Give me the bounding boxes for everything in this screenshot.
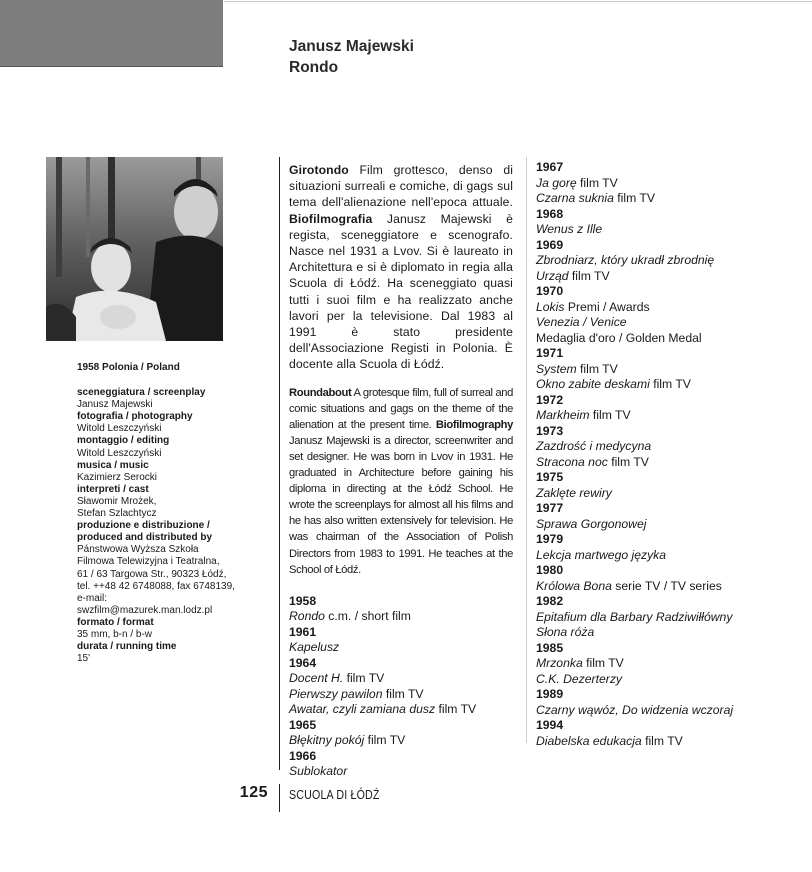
production-label: produzione e distribuzione / [77, 520, 210, 532]
filmography-entry [289, 671, 513, 687]
filmography-entry [536, 253, 798, 269]
cast-value: Stefan Szlachtycz [77, 508, 157, 520]
filmography-entry [289, 702, 513, 718]
filmography-year: 1985 [536, 640, 564, 655]
editing-value: Witold Leszczyński [77, 447, 162, 459]
editing-label: montaggio / editing [77, 435, 170, 447]
filmography-entry [536, 362, 798, 378]
film-title: Okno zabite deskami [536, 377, 650, 391]
film-title: Słona róża [536, 625, 595, 639]
middle-column [289, 162, 513, 780]
synopsis-italian [289, 162, 513, 373]
filmography-entry [536, 300, 798, 316]
header-grey-block [0, 0, 223, 67]
film-title: Lekcja martwego języka [536, 547, 667, 562]
synopsis-en-lead: Roundabout [289, 386, 352, 399]
filmography-year: 1979 [536, 532, 564, 546]
filmography-year: 1971 [536, 346, 564, 360]
film-title: Epitafium dla Barbary Radziwiłłówny [536, 609, 733, 624]
right-column [528, 160, 798, 749]
film-note: serie TV / TV series [611, 578, 722, 593]
production-line: 61 / 63 Targowa Str., 90323 Łódź, [77, 568, 227, 580]
footer-school-name: SCUOLA DI ŁÓDŹ [289, 787, 380, 802]
photography-value: Witold Leszczyński [77, 423, 162, 435]
filmography-entry [536, 734, 798, 750]
filmography-year: 1965 [289, 717, 317, 732]
film-title: Kapelusz [289, 640, 340, 655]
filmography-list-mid [289, 594, 513, 780]
film-title: Urząd [536, 268, 569, 283]
filmography-year: 1958 [289, 593, 317, 608]
film-title: Markheim [536, 408, 590, 422]
filmography-entry [289, 640, 513, 656]
production-line: e-mail: [77, 592, 108, 604]
filmography-entry [536, 656, 798, 672]
film-title: Awatar, czyli zamiana dusz [289, 702, 436, 717]
credits-block [77, 362, 252, 665]
film-title: Docent H. [289, 671, 344, 686]
film-title: Venezia / Venice [536, 315, 627, 329]
bio-en-lead: Biofilmography [435, 418, 513, 431]
synopsis-english [289, 385, 513, 578]
format-value: 35 mm, b-n / b-w [77, 628, 153, 640]
film-title: Czarna suknia [536, 191, 614, 205]
film-note: film TV [364, 733, 406, 748]
filmography-year: 1964 [289, 655, 317, 670]
filmography-year: 1989 [536, 687, 564, 701]
production-line: tel. ++48 42 6748088, fax 6748139, [77, 580, 235, 592]
filmography-year: 1961 [289, 624, 317, 639]
director-name: Janusz Majewski [289, 38, 414, 55]
film-note: film TV [435, 702, 477, 717]
filmography-entry [536, 439, 798, 455]
film-note: film TV [589, 408, 631, 422]
production-line: Filmowa Telewizyjna i Teatralna, [77, 556, 220, 568]
film-still-photo [46, 157, 223, 341]
filmography-year: 1973 [536, 423, 564, 438]
synopsis-en-text: A grotesque film, full of surreal and comic situations and gags on the theme of the alienation at the present time. [289, 386, 513, 431]
film-note: film TV [568, 268, 610, 283]
film-title: Diabelska edukacja [536, 733, 642, 748]
film-title: Rondo [289, 59, 339, 76]
film-note: Premi / Awards [564, 299, 650, 314]
music-label: musica / music [77, 459, 149, 471]
filmography-entry [536, 408, 798, 424]
filmography-entry [536, 610, 798, 626]
filmography-entry [536, 315, 798, 331]
film-note: film TV [576, 175, 618, 190]
film-note: film TV [343, 671, 385, 686]
filmography-list-right [528, 160, 798, 749]
filmography-year: 1969 [536, 237, 564, 252]
filmography-entry [536, 222, 798, 238]
film-title: Zbrodniarz, który ukradł zbrodnię [536, 253, 715, 267]
film-title: Czarny wąwóz, Do widzenia wczoraj [536, 702, 734, 717]
bio-en-text: Janusz Majewski is a director, screenwriter and set designer. He was born in Lvov in 1931. He graduated in Architecture before gaining his diploma in directing at the Łódź School. He wrote the screenplays for almost all his films and he has also written extensively for television. He was chairman of the Association of Polish Directors from 1983 to 1991. He teaches at the School of Łódź. [289, 434, 513, 576]
film-note: film TV [576, 361, 618, 376]
film-title: Zazdrość i medycyna [536, 439, 652, 453]
screenplay-value: Janusz Majewski [77, 399, 153, 411]
film-title: C.K. Dezerterzy [536, 671, 623, 686]
duration-label: durata / running time [77, 641, 177, 653]
film-title: Pierwszy pawilon [289, 686, 383, 701]
film-note: film TV [649, 377, 691, 391]
filmography-entry [536, 517, 798, 533]
film-title: Sprawa Gorgonowej [536, 516, 647, 531]
film-note: film TV [613, 191, 655, 205]
music-value: Kazimierz Serocki [77, 471, 158, 483]
filmography-entry [536, 377, 798, 393]
filmography-entry [536, 625, 798, 641]
footer-rule [279, 784, 280, 812]
filmography-year: 1967 [536, 160, 564, 174]
film-title: Wenus z Ille [536, 222, 603, 236]
filmography-year: 1982 [536, 594, 564, 608]
filmography-entry [536, 703, 798, 719]
filmography-year: 1975 [536, 470, 564, 484]
filmography-entry [289, 764, 513, 780]
column-divider [279, 157, 280, 770]
filmography-entry [536, 486, 798, 502]
screenplay-label: sceneggiatura / screenplay [77, 387, 206, 399]
production-email: swzfilm@mazurek.man.lodz.pl [77, 604, 213, 616]
credits-year-country: 1958 Polonia / Poland [77, 362, 180, 373]
photography-label: fotografia / photography [77, 411, 193, 423]
filmography-year: 1970 [536, 284, 564, 298]
filmography-year: 1980 [536, 563, 564, 577]
filmography-entry [536, 191, 798, 207]
synopsis-it-text: Film grottesco, denso di situazioni surreali e comiche, di gags sul tema dell'alienazione nell'epoca attuale. [289, 163, 513, 210]
film-note: film TV [382, 686, 424, 701]
top-rule [224, 1, 812, 2]
filmography-entry [536, 455, 798, 471]
film-title: System [536, 361, 577, 376]
bio-it-text: Janusz Majewski è regista, sceneggiatore e scenografo. Nasce nel 1931 a Lvov. Si è laureato in Architettura e si è diplomato in regia alla Scuola di Łódź. Ha sceneggiato quasi tutti i suoi film e ha realizzato anche lavori per la televisione. Dal 1983 al 1991 è stato presidente dell'Associazione Registi in Polonia. È docente alla Scuola di Łódź. [289, 211, 513, 372]
film-note: film TV [582, 656, 624, 670]
film-title: Zaklęte rewiry [536, 485, 612, 500]
film-title: Sublokator [289, 764, 348, 779]
filmography-year: 1994 [536, 718, 564, 732]
filmography-year: 1968 [536, 206, 564, 221]
film-title: Królowa Bona [536, 578, 612, 593]
film-still-icon [46, 157, 223, 341]
filmography-note: Medaglia d'oro / Golden Medal [536, 330, 702, 345]
filmography-year: 1977 [536, 501, 564, 515]
page-number: 125 [239, 784, 268, 801]
film-title: Lokis [536, 299, 565, 314]
film-note: film TV [641, 733, 683, 748]
production-line: Pánstwowa Wyższa Szkoła [77, 544, 199, 556]
filmography-entry [536, 176, 798, 192]
filmography-entry [289, 687, 513, 703]
filmography-entry [536, 672, 798, 688]
film-title: Ja gorę [536, 175, 577, 190]
filmography-entry [289, 733, 513, 749]
right-column-divider [526, 157, 527, 743]
filmography-entry [536, 579, 798, 595]
format-label: formato / format [77, 616, 154, 628]
film-title: Stracona noc [536, 454, 608, 469]
filmography-entry [536, 269, 798, 285]
cast-value: Sławomir Mrożek, [77, 495, 157, 507]
film-title: Mrzonka [536, 656, 583, 670]
film-note: c.m. / short film [324, 609, 411, 624]
filmography-entry [536, 548, 798, 564]
film-title: Błękitny pokój [289, 733, 365, 748]
title-block [289, 36, 414, 78]
filmography-year: 1966 [289, 748, 317, 763]
film-note: film TV [607, 454, 649, 469]
film-title: Rondo [289, 609, 325, 624]
cast-label: interpreti / cast [77, 483, 149, 495]
synopsis-it-lead: Girotondo [289, 163, 349, 177]
filmography-year: 1972 [536, 392, 564, 407]
duration-value: 15' [77, 653, 91, 665]
filmography-entry [289, 609, 513, 625]
bio-it-lead: Biofilmografia [289, 211, 373, 226]
production-label: produced and distributed by [77, 532, 213, 544]
